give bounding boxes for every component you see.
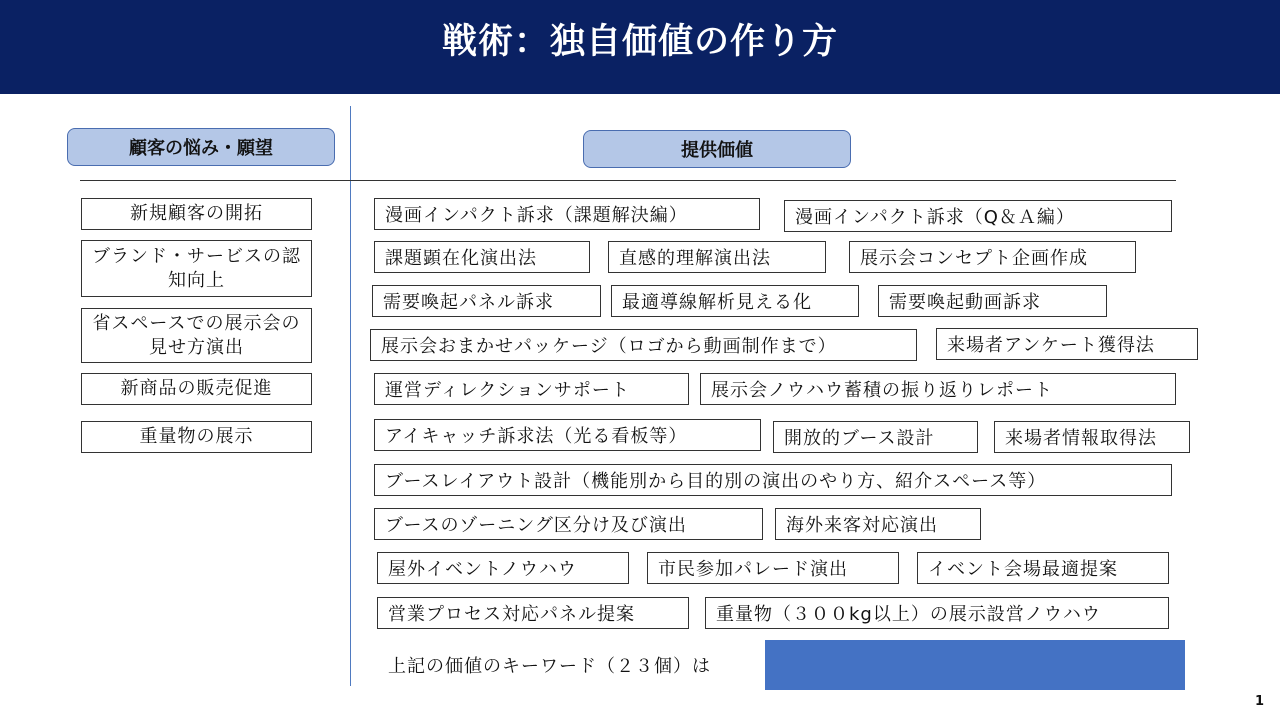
need-item: 省スペースでの展示会の見せ方演出 — [81, 308, 312, 363]
value-item: アイキャッチ訴求法（光る看板等） — [374, 419, 761, 451]
value-item: ブースのゾーニング区分け及び演出 — [374, 508, 763, 540]
value-item: ブースレイアウト設計（機能別から目的別の演出のやり方、紹介スペース等） — [374, 464, 1172, 496]
value-item: 来場者アンケート獲得法 — [936, 328, 1198, 360]
right-column-header: 提供価値 — [583, 130, 851, 168]
need-item: 新商品の販売促進 — [81, 373, 312, 405]
value-item: 需要喚起動画訴求 — [878, 285, 1107, 317]
page-number: 1 — [1254, 694, 1264, 709]
value-item: 重量物（３００kg以上）の展示設営ノウハウ — [705, 597, 1169, 629]
value-item: 漫画インパクト訴求（課題解決編） — [374, 198, 760, 230]
need-item: 新規顧客の開拓 — [81, 198, 312, 230]
left-column-header: 顧客の悩み・願望 — [67, 128, 335, 166]
value-item: 直感的理解演出法 — [608, 241, 826, 273]
value-item: 運営ディレクションサポート — [374, 373, 689, 405]
value-item: 市民参加パレード演出 — [647, 552, 899, 584]
need-item: ブランド・サービスの認知向上 — [81, 240, 312, 297]
summary-text: 上記の価値のキーワード（２３個）は — [388, 656, 711, 677]
title-bar — [0, 0, 1280, 94]
value-item: 開放的ブース設計 — [773, 421, 978, 453]
value-item: 展示会ノウハウ蓄積の振り返りレポート — [700, 373, 1176, 405]
value-item: 漫画インパクト訴求（Q＆Ａ編） — [784, 200, 1172, 232]
value-item: 屋外イベントノウハウ — [377, 552, 629, 584]
value-item: イベント会場最適提案 — [917, 552, 1169, 584]
slide-title: 戦術：独自価値の作り方 — [441, 22, 838, 62]
need-item: 重量物の展示 — [81, 421, 312, 453]
value-item: 最適導線解析見える化 — [611, 285, 859, 317]
value-item: 展示会コンセプト企画作成 — [849, 241, 1136, 273]
header-divider — [80, 180, 1176, 181]
value-item: 海外来客対応演出 — [775, 508, 981, 540]
column-divider — [350, 106, 351, 686]
redaction-block — [765, 640, 1185, 690]
value-item: 展示会おまかせパッケージ（ロゴから動画制作まで） — [370, 329, 917, 361]
value-item: 需要喚起パネル訴求 — [372, 285, 601, 317]
value-item: 営業プロセス対応パネル提案 — [377, 597, 689, 629]
value-item: 課題顕在化演出法 — [374, 241, 590, 273]
value-item: 来場者情報取得法 — [994, 421, 1190, 453]
